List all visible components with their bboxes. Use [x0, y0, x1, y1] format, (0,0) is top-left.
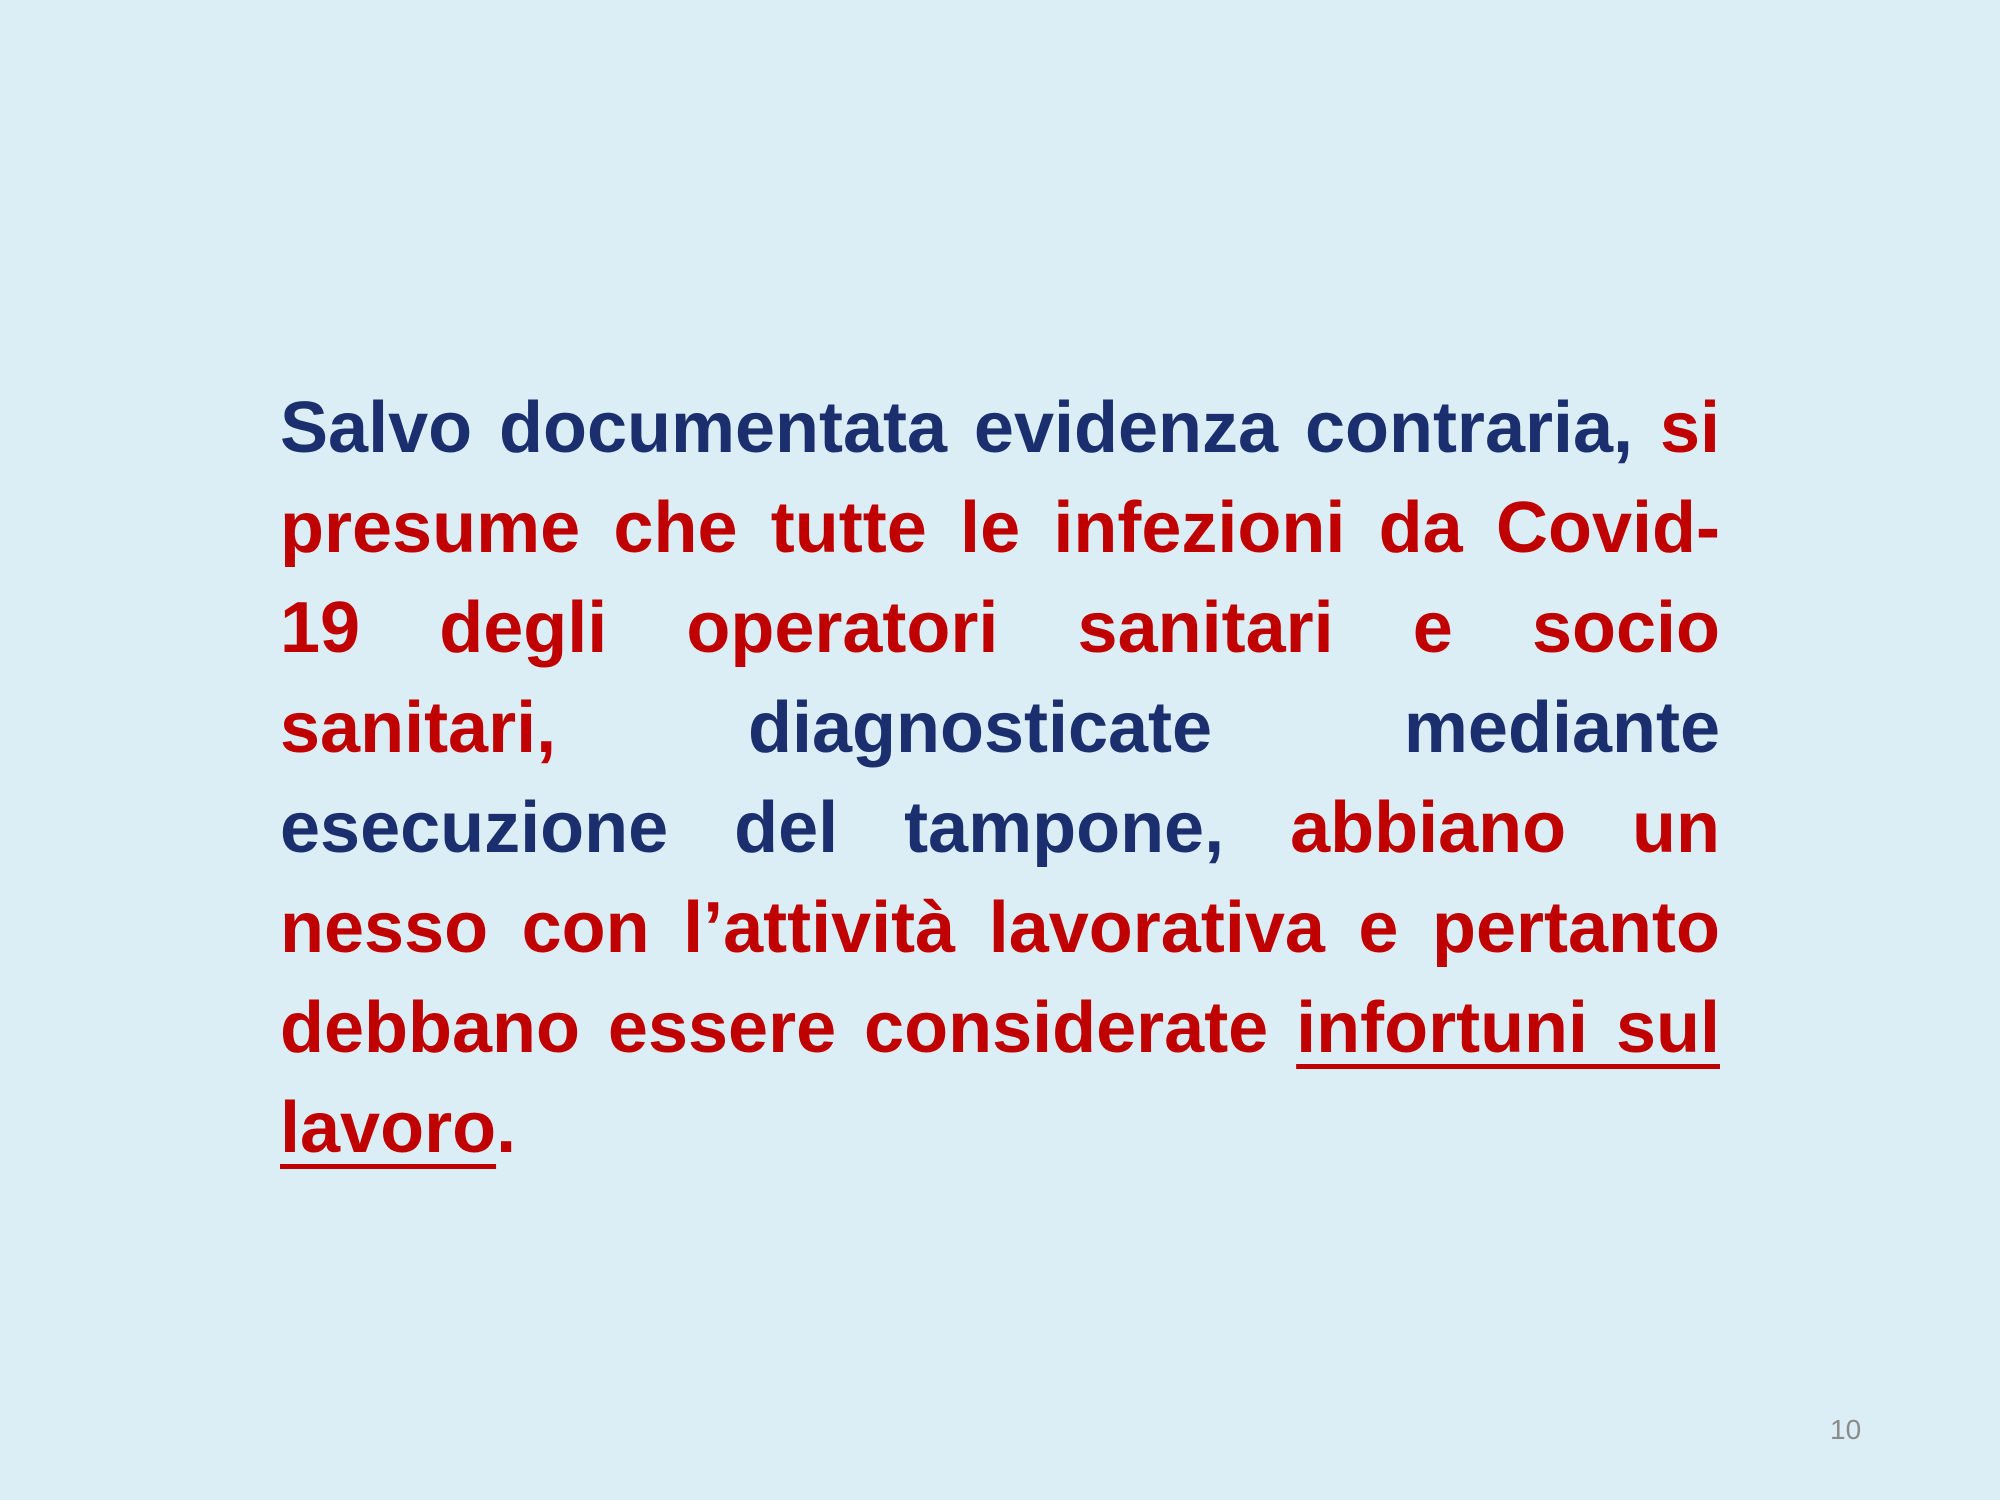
text-run-presumption: si presume che tutte le infezioni da Covid-19 degli operatori sanitari e socio sanitari,: [280, 388, 1720, 768]
text-run-underlined: infortuni sul lavoro: [280, 988, 1720, 1168]
text-run-period: .: [496, 1088, 517, 1168]
slide-body-text: [280, 378, 1720, 1178]
text-run-link: abbiano un nesso con l’attività lavorativa e pertanto debbano essere considerate: [280, 788, 1720, 1068]
page-number: 10: [1830, 1414, 1862, 1445]
text-run-intro: Salvo documentata evidenza contraria,: [280, 388, 1634, 468]
text-run-diagnosis: diagnosticate mediante esecuzione del tampone,: [280, 688, 1720, 868]
